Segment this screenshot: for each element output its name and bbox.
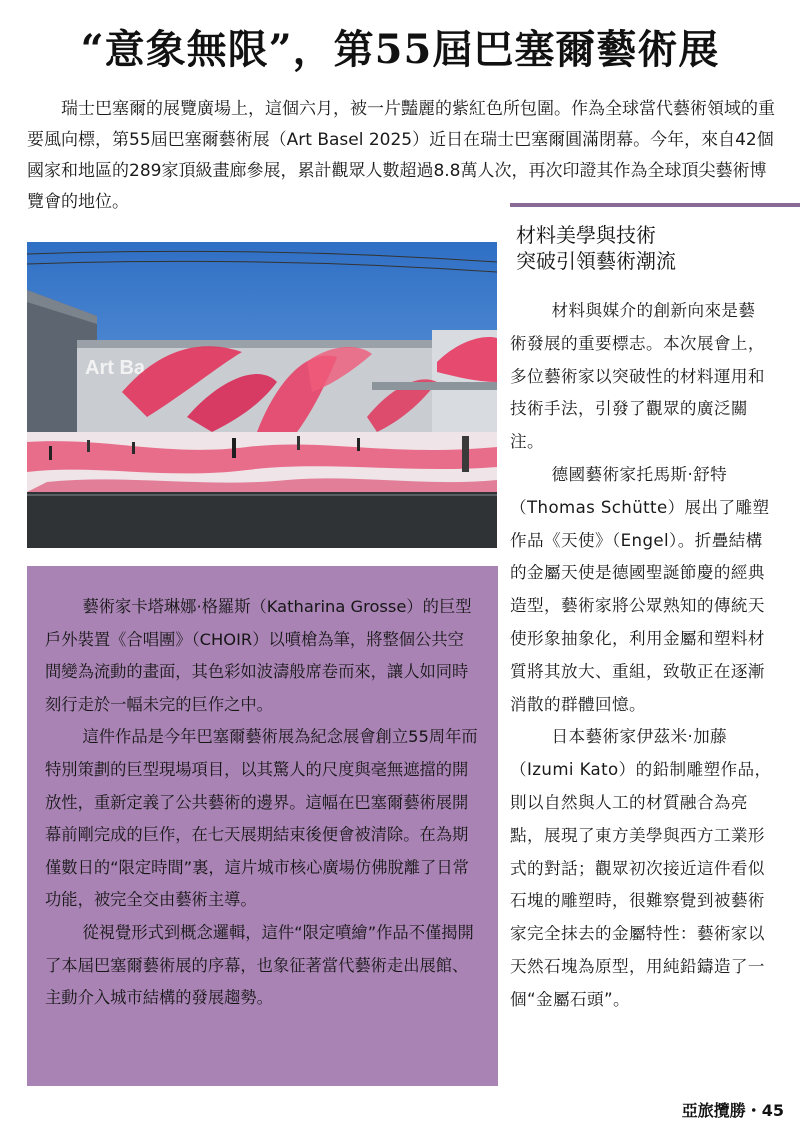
art-basel-photo: [27, 242, 497, 548]
intro-paragraph: 瑞士巴塞爾的展覽廣場上，這個六月，被一片豔麗的紫紅色所包圍。作為全球當代藝術領域的重要風向標，第55屆巴塞爾藝術展（Art Basel 2025）近日在瑞士巴塞爾圓滿閉幕。今年，來自42個國家和地區的289家頂級畫廊參展，累計觀眾人數超過8.8萬人次，再次印證其作為全球頂尖藝術博覽會的地位。: [27, 99, 775, 212]
box-paragraph: 藝術家卡塔琳娜·格羅斯（Katharina Grosse）的巨型戶外裝置《合唱團》（CHOIR）以噴槍為筆，將整個公共空間變為流動的畫面，其色彩如波濤般席卷而來，讓人如同時刻行走於一幅未完的巨作之中。: [45, 597, 472, 714]
visitor: [297, 436, 300, 450]
visitor: [357, 438, 360, 451]
section-heading-line: 材料美學與技術: [516, 223, 656, 247]
visitor: [87, 440, 90, 452]
section-divider: [510, 203, 800, 207]
section-heading-line: 突破引領藝術潮流: [516, 249, 676, 273]
visitor: [232, 438, 236, 458]
box-paragraph: 從視覺形式到概念邏輯，這件“限定噴繪”作品不僅揭開了本屆巴塞爾藝術展的序幕，也象征著當代藝術走出展館、主動介入城市結構的發展趨勢。: [45, 922, 474, 1008]
street: [27, 492, 497, 548]
photo-illustration: [27, 242, 497, 548]
hall-sign: Art Ba: [85, 357, 146, 379]
visitor: [462, 436, 469, 472]
choir-feature-box: [27, 566, 498, 1086]
page-footer: 亞旅攬勝・45: [681, 1101, 784, 1120]
visitor: [49, 446, 52, 460]
side-paragraph: 日本藝術家伊茲米·加藤（Izumi Kato）的鉛制雕塑作品，則以自然與人工的材質融合為亮點，展現了東方美學與西方工業形式的對話；觀眾初次接近這件看似石塊的雕塑時，很難察覺到被藝術家完全抹去的金屬特性：藝術家以天然石塊為原型，用純鉛鑄造了一個“金屬石頭”。: [510, 727, 772, 1009]
section-heading: [516, 222, 786, 274]
side-paragraph: 材料與媒介的創新向來是藝術發展的重要標志。本次展會上，多位藝術家以突破性的材料運用和技術手法，引發了觀眾的廣泛關注。: [510, 301, 765, 452]
article-title: “意象無限”，第55屆巴塞爾藝術展: [80, 26, 720, 73]
visitor: [132, 442, 135, 454]
side-column: [510, 295, 772, 1017]
side-paragraph: 德國藝術家托馬斯·舒特（Thomas Schütte）展出了雕塑作品《天使》（Engel）。折疊結構的金屬天使是德國聖誕節慶的經典造型，藝術家將公眾熟知的傳統天使形象抽象化，利用金屬和塑料材質將其放大、重組，致敬正在逐漸消散的群體回憶。: [510, 464, 770, 714]
tram-rail: [27, 494, 497, 496]
canopy: [372, 382, 497, 390]
box-paragraph: 這件作品是今年巴塞爾藝術展為紀念展會創立55周年而特別策劃的巨型現場項目，以其驚人的尺度與毫無遮擋的開放性，重新定義了公共藝術的邊界。這幅在巴塞爾藝術展開幕前剛完成的巨作，在七天展期結束後便會被清除。在為期僅數日的“限定時間”裏，這片城市核心廣場仿佛脫離了日常功能，被完全交由藝術主導。: [45, 727, 478, 910]
